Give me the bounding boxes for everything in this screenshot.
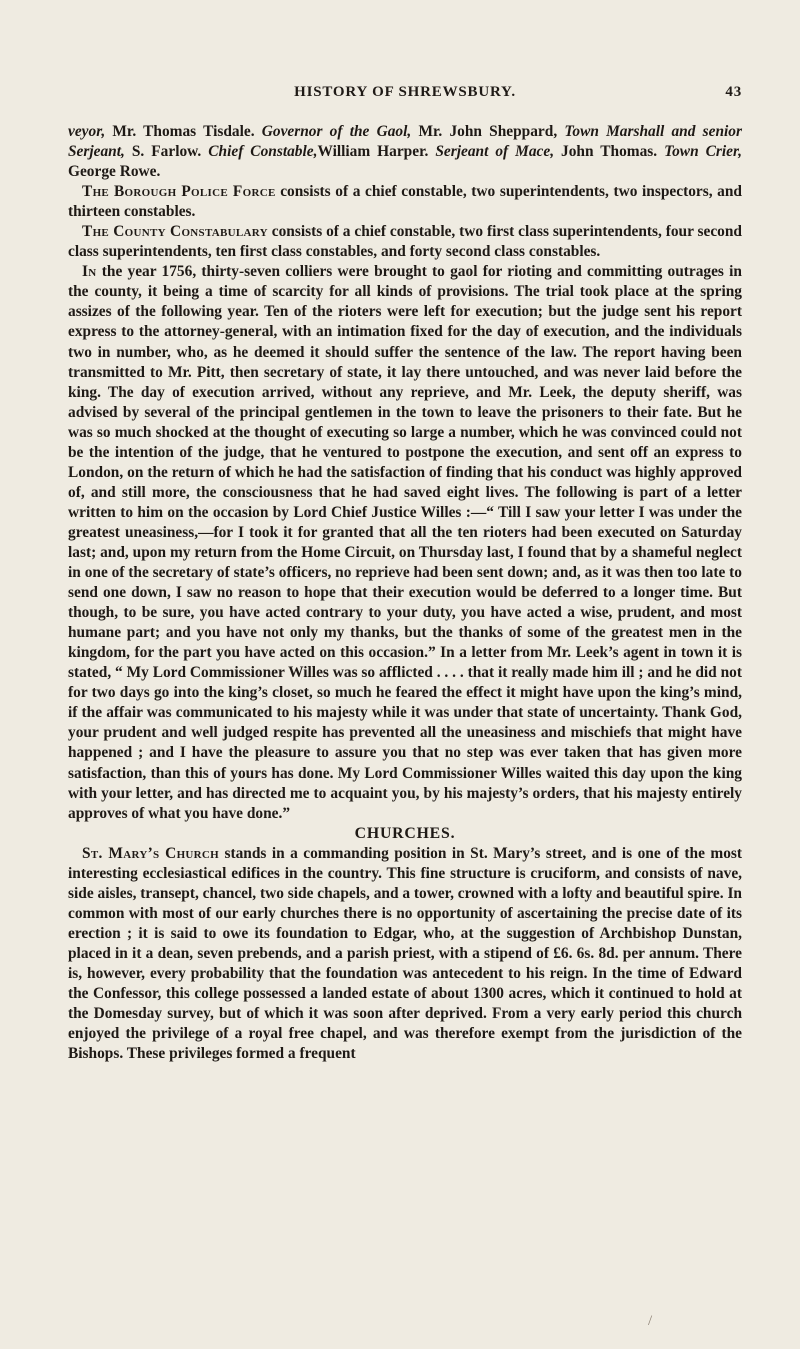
italic-run: Serjeant of Mace, xyxy=(435,143,555,161)
paragraph-st-marys xyxy=(68,844,742,1065)
body-text xyxy=(68,122,742,1064)
text-run: William Harper. xyxy=(317,143,436,161)
paragraph-borough-police xyxy=(68,182,742,222)
italic-run: veyor, xyxy=(68,123,106,140)
paragraph-officers xyxy=(68,122,742,182)
running-title: HISTORY OF SHREWSBURY. xyxy=(294,84,516,100)
stray-mark: / xyxy=(648,1313,653,1329)
text-run: Mr. John Sheppard, xyxy=(411,123,565,140)
italic-run: Chief Constable, xyxy=(208,143,318,161)
small-caps-run: St. Mary’s Church xyxy=(82,844,220,862)
italic-run: Governor of the Gaol, xyxy=(261,123,412,140)
paragraph-rioters xyxy=(68,262,742,823)
text-run: consists of a chief constable, two superintendents, two inspectors, and thirteen constables. xyxy=(68,183,742,221)
italic-run: Town Marshall and senior Serjeant, xyxy=(68,123,742,161)
small-caps-run: The Borough Police Force xyxy=(82,183,276,201)
italic-run: Town Crier, xyxy=(664,143,742,161)
text-run: George Rowe. xyxy=(68,163,161,181)
page-number: 43 xyxy=(725,84,742,100)
text-run: Mr. Thomas Tisdale. xyxy=(105,123,262,140)
running-head xyxy=(68,84,742,106)
text-run: the year 1756, thirty-seven colliers were brought to gaol for rioting and committing outrages in the county, it being a time of scarcity for all kinds of provisions. The trial took place at the spring assizes of the following year. Ten of the rioters were left for execution; but the judge sent his report express to the attorney-general, with an intimation fixed for the day of execution, and the individuals two in number, who, as he deemed it should suffer the sentence of the law. The report having been transmitted to Mr. Pitt, then secretary of state, it lay there untouched, and was never laid before the king. The day of execution arrived, without any reprieve, and Mr. Leek, the deputy sheriff, was advised by several of the principal gentlemen in the town to leave the prisoners to their fate. But he was so much shocked at the thought of executing so large a number, which he was convinced could not be the intention of the judge, that he ventured to postpone the execution, and sent off an express to London, on the return of which he had the satisfaction of finding that his conduct was highly approved of, and still more, the consciousness that he had saved eight lives. The following is part of a letter written to him on the occasion by Lord Chief Justice Willes :—“ Till I saw your letter I was under the greatest uneasiness,—for I took it for granted that all the ten rioters had been executed on Saturday last; and, upon my return from the Home Circuit, on Thursday last, I found that by a shameful neglect in one of the secretary of state’s officers, no reprieve had been sent down; and, as it was then too late to send one down, I saw no reason to hope that their execution would be deferred to a longer time. But though, to be sure, you have acted contrary to your duty, you have acted a wise, prudent, and most humane part; and you have not only my thanks, but the thanks of some of the greatest men in the kingdom, for the part you have acted on this occasion.” In a letter from Mr. Leek’s agent in town it is stated, “ My Lord Commissioner Willes was so afflicted . . . . that it really made him ill ; and he did not for two days go into the king’s closet, so much he feared the effect it might have upon the king’s mind, if the affair was communicated to his majesty while it was under that state of uncertainty. Thank God, your prudent and well judged respite has prevented all the uneasiness and mischiefs that might have happened ; and I have the pleasure to assure you that no step was ever taken that has given more satisfaction, than this of yours has done. My Lord Commissioner Willes waited this day upon the king with your letter, and has directed me to acquaint you, by his majesty’s orders, that his majesty entirely approves of what you have done.” xyxy=(68,263,742,822)
text-run: consists of a chief constable, two first class superintendents, four second class superintendents, ten first class constables, and forty second class constables. xyxy=(68,223,742,261)
text-run: S. Farlow. xyxy=(124,143,209,161)
section-heading-churches: CHURCHES. xyxy=(354,824,456,842)
paragraph-county-constabulary xyxy=(68,222,742,262)
small-caps-run: The County Constabulary xyxy=(82,223,268,241)
small-caps-run: In xyxy=(82,263,97,281)
text-run: stands in a commanding position in St. Mary’s street, and is one of the most interesting ecclesiastical edifices in the country. This fine structure is cruciform, and consists of nave, side aisles, transept, chancel, two side chapels, and a tower, crowned with a lofty and beautiful spire. In common with most of our early churches there is no opportunity of ascertaining the precise date of its erection ; it is said to owe its foundation to Edgar, who, at the suggestion of Archbishop Dunstan, placed in it a dean, seven prebends, and a parish priest, with a stipend of £6. 6s. 8d. per annum. There is, however, every probability that the foundation was antecedent to his reign. In the time of Edward the Confessor, this college possessed a landed estate of about 1300 acres, which it continued to hold at the Domesday survey, but of which it was soon after deprived. From a very early period this church enjoyed the privilege of a royal free chapel, and was therefore exempt from the jurisdiction of the Bishops. These privileges formed a frequent xyxy=(68,844,743,1063)
text-run: John Thomas. xyxy=(554,143,665,161)
